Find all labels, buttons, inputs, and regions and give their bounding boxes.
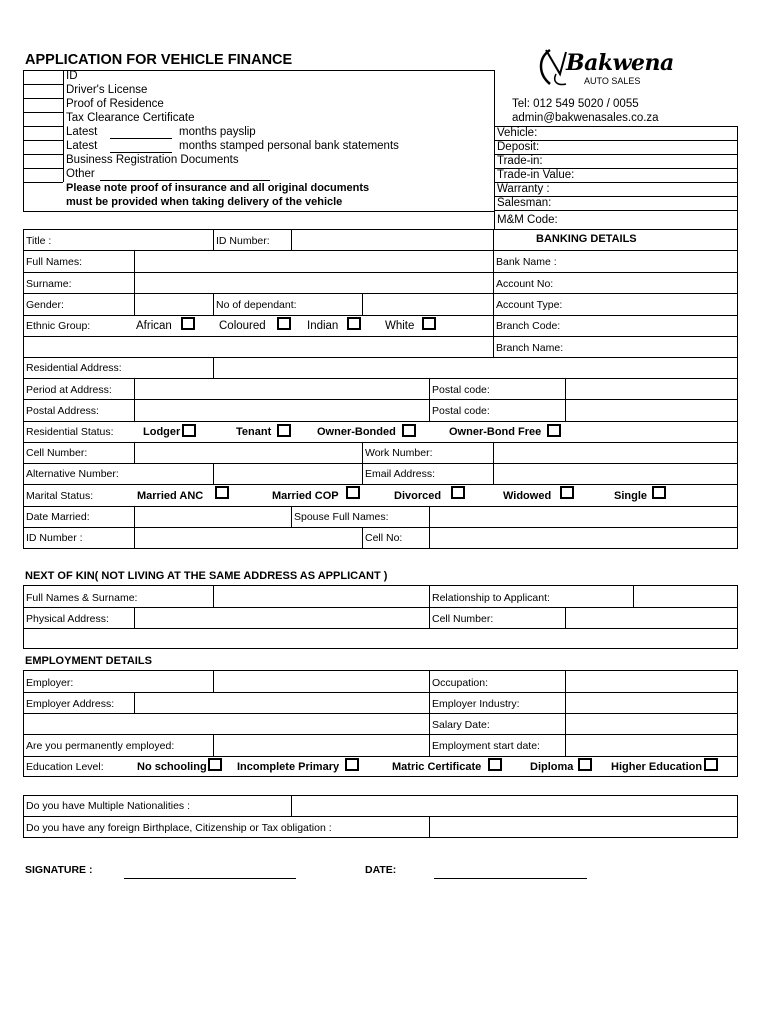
edu-diploma-checkbox[interactable] — [578, 758, 592, 771]
marital-anc-label: Married ANC — [137, 490, 204, 502]
occupation-label: Occupation: — [432, 677, 489, 689]
marital-anc-checkbox[interactable] — [215, 486, 229, 499]
id-number-input[interactable] — [292, 230, 492, 250]
ethnic-indian-label: Indian — [307, 320, 339, 332]
dependants-label: No of dependant: — [216, 299, 297, 311]
bank-name-label: Bank Name : — [496, 256, 557, 268]
marital-status-label: Marital Status: — [26, 490, 94, 502]
kin-physical-address-label: Physical Address: — [26, 613, 109, 625]
account-no-label: Account No: — [496, 278, 554, 290]
dependants-input[interactable] — [363, 294, 492, 315]
employment-heading: EMPLOYMENT DETAILS — [25, 655, 152, 667]
doc-note-line2: must be provided when taking delivery of the vehicle — [66, 196, 343, 208]
edu-higher-checkbox[interactable] — [704, 758, 718, 771]
spouse-cell-input[interactable] — [430, 528, 737, 549]
kin-relationship-label: Relationship to Applicant: — [432, 592, 550, 604]
marital-cop-label: Married COP — [272, 490, 339, 502]
date-married-input[interactable] — [135, 507, 291, 527]
employer-industry-input[interactable] — [566, 693, 737, 713]
ethnic-white-checkbox[interactable] — [422, 317, 436, 330]
salary-date-label: Salary Date: — [432, 719, 490, 731]
warranty-label: Warranty : — [497, 183, 550, 195]
doc-bank-post: months stamped personal bank statements — [179, 140, 399, 152]
employment-start-label: Employment start date: — [432, 740, 540, 752]
ethnic-group-label: Ethnic Group: — [26, 320, 91, 332]
spouse-names-label: Spouse Full Names: — [294, 511, 389, 523]
marital-divorced-checkbox[interactable] — [451, 486, 465, 499]
status-owner-bond-free-checkbox[interactable] — [547, 424, 561, 437]
kin-relationship-input[interactable] — [634, 586, 737, 607]
multiple-nationalities-label: Do you have Multiple Nationalities : — [26, 800, 191, 812]
edu-no-schooling-checkbox[interactable] — [208, 758, 222, 771]
status-lodger-label: Lodger — [143, 426, 181, 438]
edu-incomplete-primary-label: Incomplete Primary — [237, 761, 340, 773]
salary-date-input[interactable] — [566, 714, 737, 734]
marital-widowed-label: Widowed — [503, 490, 552, 502]
full-names-label: Full Names: — [26, 256, 83, 268]
doc-id: ID — [66, 70, 78, 82]
company-email: admin@bakwenasales.co.za — [512, 112, 659, 124]
id-number-label: ID Number: — [216, 235, 270, 247]
vehicle-label: Vehicle: — [497, 127, 538, 139]
branch-code-label: Branch Code: — [496, 320, 561, 332]
title-input[interactable] — [64, 230, 212, 250]
spouse-cell-label: Cell No: — [365, 532, 403, 544]
doc-payslip-pre: Latest — [66, 126, 98, 138]
postal-code-2-input[interactable] — [566, 400, 737, 421]
multiple-nationalities-input[interactable] — [292, 796, 737, 816]
status-owner-bond-free-label: Owner-Bond Free — [449, 426, 542, 438]
edu-no-schooling-label: No schooling — [137, 761, 207, 773]
residential-address-label: Residential Address: — [26, 362, 122, 374]
ethnic-white-label: White — [385, 320, 415, 332]
doc-proof-residence: Proof of Residence — [66, 98, 164, 110]
ethnic-indian-checkbox[interactable] — [347, 317, 361, 330]
account-type-label: Account Type: — [496, 299, 563, 311]
ethnic-african-checkbox[interactable] — [181, 317, 195, 330]
status-owner-bonded-checkbox[interactable] — [402, 424, 416, 437]
doc-tax-clearance: Tax Clearance Certificate — [66, 112, 195, 124]
kin-physical-address-input[interactable] — [135, 608, 429, 628]
employment-start-input[interactable] — [566, 735, 737, 756]
employer-address-input[interactable] — [135, 693, 429, 713]
signature-label: SIGNATURE : — [25, 864, 93, 876]
postal-code-2-label: Postal code: — [432, 405, 490, 417]
mm-code-label: M&M Code: — [497, 214, 558, 226]
status-owner-bonded-label: Owner-Bonded — [317, 426, 396, 438]
email-address-input[interactable] — [494, 464, 737, 484]
signature-line[interactable] — [124, 878, 296, 879]
alternative-number-label: Alternative Number: — [26, 468, 119, 480]
ethnic-african-label: African — [136, 320, 172, 332]
marital-divorced-label: Divorced — [394, 490, 442, 502]
marital-single-checkbox[interactable] — [652, 486, 666, 499]
employer-industry-label: Employer Industry: — [432, 698, 520, 710]
doc-drivers-license: Driver's License — [66, 84, 148, 96]
marital-single-label: Single — [614, 490, 648, 502]
kin-heading: NEXT OF KIN( NOT LIVING AT THE SAME ADDRESS AS APPLICANT ) — [25, 570, 388, 582]
postal-code-input[interactable] — [566, 379, 737, 399]
foreign-obligation-label: Do you have any foreign Birthplace, Citizenship or Tax obligation : — [26, 822, 332, 834]
ethnic-coloured-label: Coloured — [219, 320, 266, 332]
postal-address-input[interactable] — [135, 400, 429, 421]
edu-incomplete-primary-checkbox[interactable] — [345, 758, 359, 771]
marital-widowed-checkbox[interactable] — [560, 486, 574, 499]
title-label: Title : — [26, 235, 52, 247]
gender-label: Gender: — [26, 299, 64, 311]
date-label: DATE: — [365, 864, 397, 876]
employer-label: Employer: — [26, 677, 74, 689]
doc-other: Other — [66, 168, 95, 180]
date-married-label: Date Married: — [26, 511, 90, 523]
occupation-input[interactable] — [566, 671, 737, 692]
postal-address-label: Postal Address: — [26, 405, 99, 417]
edu-matric-label: Matric Certificate — [392, 761, 482, 773]
company-logo — [536, 44, 676, 90]
branch-name-label: Branch Name: — [496, 342, 564, 354]
banking-heading: BANKING DETAILS — [536, 233, 637, 245]
doc-bank-pre: Latest — [66, 140, 98, 152]
trade-in-value-label: Trade-in Value: — [497, 169, 575, 181]
kin-full-names-input[interactable] — [214, 586, 429, 607]
gender-input[interactable] — [135, 294, 212, 315]
ethnic-coloured-checkbox[interactable] — [277, 317, 291, 330]
employer-input[interactable] — [214, 671, 429, 692]
permanent-employed-label: Are you permanently employed: — [26, 740, 175, 752]
cell-number-input[interactable] — [135, 443, 362, 463]
status-tenant-checkbox[interactable] — [277, 424, 291, 437]
checkbox-id[interactable] — [23, 70, 64, 85]
postal-code-label: Postal code: — [432, 384, 490, 396]
logo-text: Bakwena — [566, 50, 674, 76]
status-lodger-checkbox[interactable] — [182, 424, 196, 437]
alternative-number-input[interactable] — [214, 464, 362, 484]
surname-input[interactable] — [135, 273, 492, 293]
date-line[interactable] — [434, 878, 587, 879]
spouse-id-input[interactable] — [135, 528, 362, 549]
deposit-label: Deposit: — [497, 141, 540, 153]
marital-cop-checkbox[interactable] — [346, 486, 360, 499]
period-address-label: Period at Address: — [26, 384, 112, 396]
payslip-months-blank[interactable] — [110, 138, 172, 139]
work-number-input[interactable] — [494, 443, 737, 463]
edu-higher-label: Higher Education — [611, 761, 703, 773]
doc-business-registration: Business Registration Documents — [66, 154, 239, 166]
kin-full-names-label: Full Names & Surname: — [26, 592, 138, 604]
page-title: APPLICATION FOR VEHICLE FINANCE — [25, 52, 293, 68]
company-tel: Tel: 012 549 5020 / 0055 — [512, 98, 639, 110]
edu-matric-checkbox[interactable] — [488, 758, 502, 771]
spouse-id-label: ID Number : — [26, 532, 83, 544]
period-address-input[interactable] — [135, 379, 429, 399]
foreign-obligation-input[interactable] — [430, 817, 737, 838]
permanent-employed-input[interactable] — [214, 735, 429, 756]
work-number-label: Work Number: — [365, 447, 433, 459]
trade-in-label: Trade-in: — [497, 155, 543, 167]
kin-cell-label: Cell Number: — [432, 613, 494, 625]
residential-status-label: Residential Status: — [26, 426, 114, 438]
education-level-label: Education Level: — [26, 761, 104, 773]
kin-cell-input[interactable] — [566, 608, 737, 628]
email-address-label: Email Address: — [365, 468, 436, 480]
edu-diploma-label: Diploma — [530, 761, 574, 773]
logo-subtext: AUTO SALES — [584, 76, 641, 86]
employer-address-label: Employer Address: — [26, 698, 115, 710]
salesman-label: Salesman: — [497, 197, 552, 209]
status-tenant-label: Tenant — [236, 426, 272, 438]
surname-label: Surname: — [26, 278, 72, 290]
spouse-names-input[interactable] — [430, 507, 737, 527]
cell-number-label: Cell Number: — [26, 447, 88, 459]
residential-address-input[interactable] — [214, 358, 737, 378]
full-names-input[interactable] — [135, 251, 492, 272]
doc-note-line1: Please note proof of insurance and all original documents — [66, 182, 370, 194]
doc-payslip-post: months payslip — [179, 126, 256, 138]
checkbox-drivers-license[interactable] — [23, 84, 64, 99]
